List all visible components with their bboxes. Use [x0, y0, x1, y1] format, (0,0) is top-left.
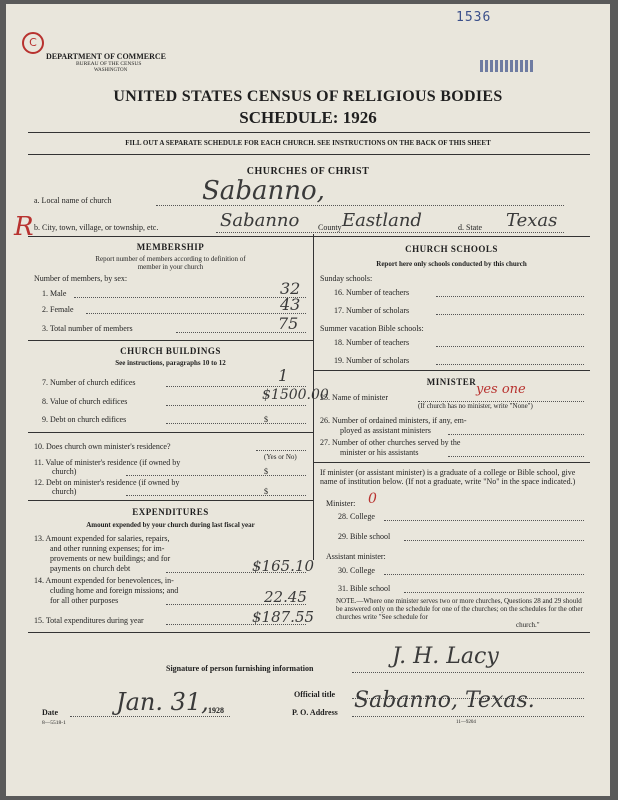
- instruction-banner: FILL OUT A SEPARATE SCHEDULE FOR EACH CHURCH. SEE INSTRUCTIONS ON THE BACK OF THIS SHEET: [125, 139, 491, 147]
- edifice-value[interactable]: $1500.00: [262, 387, 329, 403]
- male-value[interactable]: 32: [280, 279, 301, 298]
- date-label: Date: [42, 708, 58, 717]
- received-stamp-icon: [480, 60, 534, 72]
- state-label: d. State: [458, 223, 482, 232]
- running-expenses-value[interactable]: $165.10: [252, 557, 315, 575]
- male-label: 1. Male: [42, 289, 67, 298]
- local-name-label: a. Local name of church: [34, 196, 112, 205]
- circled-mark: C: [22, 32, 44, 54]
- city-value[interactable]: Sabanno: [220, 210, 300, 231]
- membership-heading: MEMBERSHIP: [136, 242, 205, 252]
- schedule-title: UNITED STATES CENSUS OF RELIGIOUS BODIES: [113, 88, 503, 105]
- graduate-note: If minister (or assistant minister) is a graduate of a college or Bible school, give name of institution below. (If not a graduate, write "No" in the space indicated.): [320, 468, 576, 486]
- local-name-value[interactable]: Sabanno,: [202, 176, 325, 206]
- county-value[interactable]: Eastland: [342, 210, 422, 231]
- church-schools-heading: CHURCH SCHOOLS: [405, 244, 498, 254]
- year-label: 1928: [208, 706, 224, 715]
- date-value[interactable]: Jan. 31,: [116, 688, 209, 716]
- church-type: CHURCHES OF CHRIST: [246, 166, 370, 177]
- state-value[interactable]: Texas: [506, 210, 558, 231]
- female-label: 2. Female: [42, 305, 74, 314]
- edifices-label: 7. Number of church edifices: [42, 378, 136, 387]
- bureau: BUREAU OF THE CENSUS: [76, 61, 142, 67]
- female-value[interactable]: 43: [280, 295, 301, 314]
- city-label: b. City, town, village, or township, etc.: [34, 223, 159, 232]
- minister-footnote: NOTE.—Where one minister serves two or more churches, Questions 28 and 29 should be answered only on the schedule for one of the churches; on the schedules for the other churches write "See schedule for: [336, 597, 583, 621]
- red-r-mark: R: [14, 212, 34, 242]
- benevolences-value[interactable]: 22.45: [264, 588, 307, 606]
- edifice-debt-value[interactable]: $: [264, 415, 268, 424]
- total-members-label: 3. Total number of members: [42, 324, 133, 333]
- signature-value[interactable]: J. H. Lacy: [392, 644, 499, 669]
- city: WASHINGTON: [94, 68, 128, 73]
- edifices-value[interactable]: 1: [278, 366, 289, 385]
- edifice-value-label: 8. Value of church edifices: [42, 397, 128, 406]
- expenditures-heading: EXPENDITURES: [132, 507, 209, 517]
- church-buildings-heading: CHURCH BUILDINGS: [120, 346, 221, 356]
- total-members-value[interactable]: 75: [278, 314, 299, 333]
- minister-heading: MINISTER: [426, 377, 477, 387]
- department: DEPARTMENT OF COMMERCE: [46, 52, 167, 61]
- total-expenditures-value[interactable]: $187.55: [252, 608, 315, 626]
- signature-label: Signature of person furnishing information: [166, 664, 314, 673]
- county-label: County: [318, 223, 342, 232]
- schedule-year-title: SCHEDULE: 1926: [239, 108, 377, 127]
- po-address-label: P. O. Address: [292, 708, 338, 717]
- census-schedule-sheet: C R 1536 DEPARTMENT OF COMMERCE BUREAU OF THE CENSUS WASHINGTON UNITED STATES CENSUS OF RELIGIOUS BODIES SCHEDULE: 1926 FILL OUT A SEPARATE SCHEDULE FOR EACH CHURCH. SEE INSTRUCTIONS ON THE BACK OF THIS SHEET CHURCHES OF CHRIST a. Local name of church Sabanno, b. City, town, village, or township, etc. Sabanno County Eastland d. State Texas MEMBERSHIP Report number of members according to definition of member in your church Number of members, by sex: 1. Male 32 2. Female 43 3. Total number of members 75 CHURCH BUILDINGS See instructions, paragraphs 10 to 12 7. Number of church edifices 1 8. Value of church edifices $1500.00 9. Debt on church edifices $ 10. Does church own minister's residence? (Yes or No) 11. Value of minister's residence (if owned by church) $ 12. Debt on minister's residence (if owned by church) $ EXPENDITURES Amount expended by your church during last fiscal year 13. Amount expended for salaries, repairs, and other running expenses; for im- provements or new buildings; and for payments on church debt $165.10 14. Amount expended for benevolences, in- cluding home and foreign missions; and for all other purposes 22.45 15. Total expenditures during year $187.55 CHURCH SCHOOLS Report here only schools conducted by this church Sunday schools: 16. Number of teachers 17. Number of scholars Summer vacation Bible schools: 18. Number of teachers 19. Number of scholars MINISTER 25. Name of minister yes one (If church has no minister, write "None") 26. Number of ordained ministers, if any, em- ployed as assistant ministers 27. Number of other churches served by the minister or his assistants If minister (or assistant minister) is a graduate of a college or Bible school, give name of institution below. (If not a graduate, write "No" in the space indicated.) Minister: 0 28. College 29. Bible school Assistant minister: 30. College 31. Bible school NOTE.—Where one minister serves two or more churches, Questions 28 and 29 should be answered only on the schedule for one of the churches; on the schedules for the other churches write "See schedule for church." Signature of person furnishing information J. H. Lacy Official title Date Jan. 31, 1928 8—5518-1 P. O. Address Sabanno, Texas. 11—9204: [6, 4, 610, 796]
- minister-mark: 0: [368, 491, 377, 507]
- official-title-label: Official title: [294, 690, 336, 699]
- stamp-number: 1536: [456, 10, 492, 25]
- edifice-debt-label: 9. Debt on church edifices: [42, 415, 127, 424]
- minister-name-value[interactable]: yes one: [476, 382, 526, 397]
- po-address-value[interactable]: Sabanno, Texas.: [354, 688, 535, 713]
